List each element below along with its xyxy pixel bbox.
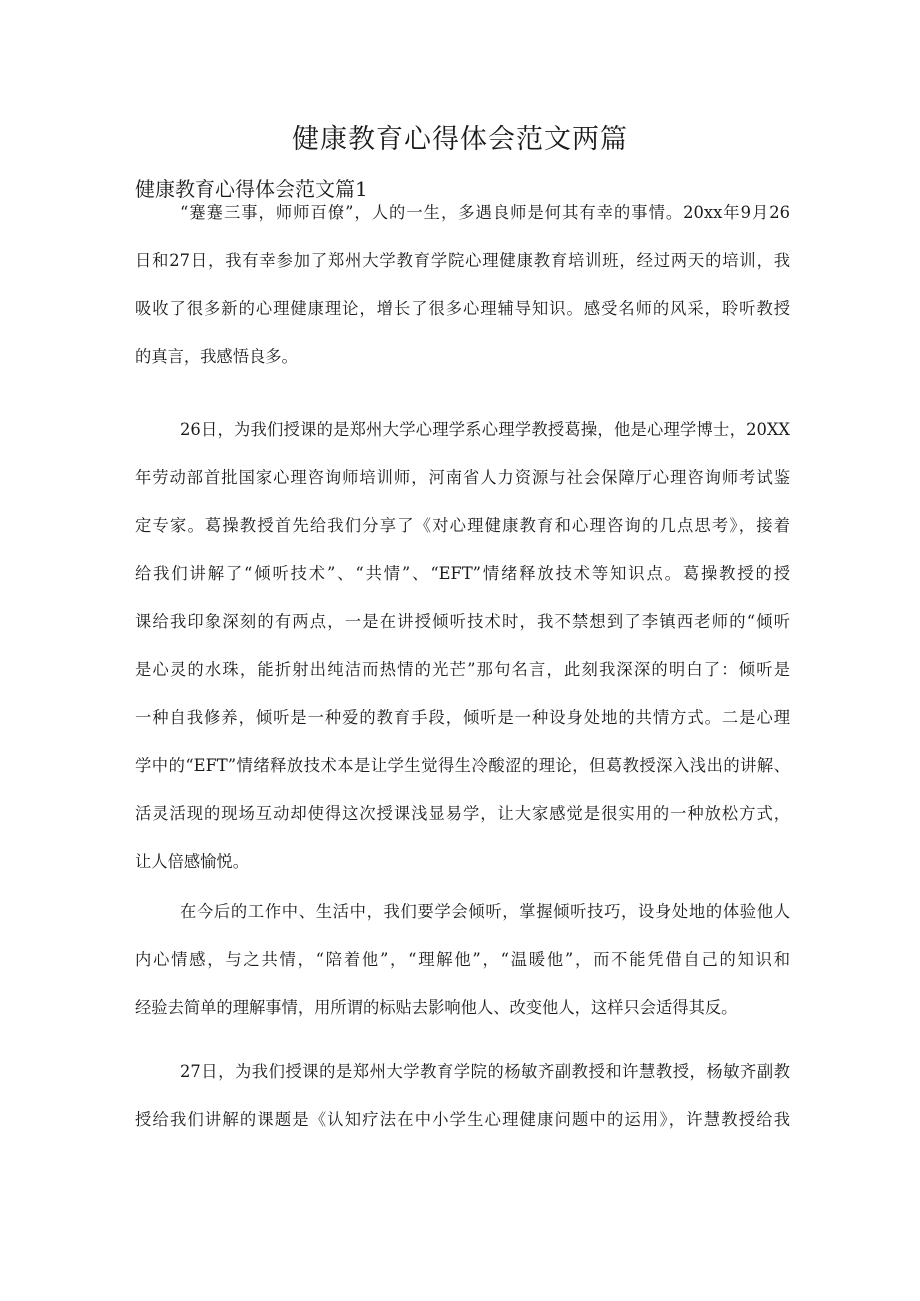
paragraph-2 <box>135 406 790 886</box>
document-title: 健康教育心得体会范文两篇 <box>292 124 628 155</box>
paragraph-3 <box>135 888 790 1032</box>
paragraph-line: 学中的“EFT”情绪释放技术本是让学生觉得生冷酸涩的理论，但葛教授深入浅出的讲解、 <box>135 756 790 775</box>
paragraph-line: 27日，为我们授课的是郑州大学教育学院的杨敏齐副教授和许慧教授，杨敏齐副教 <box>180 1062 790 1081</box>
paragraph-line: “蹇蹇三事，师师百僚”，人的一生，多遇良师是何其有幸的事情。20xx年9月26 <box>180 203 790 222</box>
section-subtitle: 健康教育心得体会范文篇1 <box>135 177 368 201</box>
paragraph-1 <box>135 189 790 381</box>
paragraph-line: 的真言，我感悟良多。 <box>135 347 298 366</box>
paragraph-line: 让人倍感愉悦。 <box>135 852 249 871</box>
paragraph-line: 日和27日，我有幸参加了郑州大学教育学院心理健康教育培训班，经过两天的培训，我 <box>135 251 790 270</box>
paragraph-line: 给我们讲解了“倾听技术”、“共情”、“EFT”情绪释放技术等知识点。葛操教授的授 <box>135 564 790 583</box>
paragraph-line: 经验去简单的理解事情，用所谓的标贴去影响他人、改变他人，这样只会适得其反。 <box>135 998 738 1017</box>
paragraph-line: 活灵活现的现场互动却使得这次授课浅显易学，让大家感觉是很实用的一种放松方式， <box>135 804 790 823</box>
paragraph-line: 26日，为我们授课的是郑州大学心理学系心理学教授葛操，他是心理学博士，20XX <box>180 420 790 439</box>
paragraph-line: 年劳动部首批国家心理咨询师培训师，河南省人力资源与社会保障厅心理咨询师考试鉴 <box>135 468 790 487</box>
paragraph-line: 课给我印象深刻的有两点，一是在讲授倾听技术时，我不禁想到了李镇西老师的“倾听 <box>135 612 790 631</box>
paragraph-line: 内心情感，与之共情，“陪着他”，“理解他”，“温暖他”，而不能凭借自己的知识和 <box>135 950 790 969</box>
paragraph-line: 吸收了很多新的心理健康理论，增长了很多心理辅导知识。感受名师的风采，聆听教授 <box>135 299 790 318</box>
paragraph-4 <box>135 1048 790 1144</box>
paragraph-line: 是心灵的水珠，能折射出纯洁而热情的光芒”那句名言，此刻我深深的明白了：倾听是 <box>135 660 790 679</box>
paragraph-line: 定专家。葛操教授首先给我们分享了《对心理健康教育和心理咨询的几点思考》，接着 <box>135 516 790 535</box>
paragraph-line: 在今后的工作中、生活中，我们要学会倾听，掌握倾听技巧，设身处地的体验他人 <box>180 902 790 921</box>
paragraph-line: 一种自我修养，倾听是一种爱的教育手段，倾听是一种设身处地的共情方式。二是心理 <box>135 708 790 727</box>
paragraph-line: 授给我们讲解的课题是《认知疗法在中小学生心理健康问题中的运用》，许慧教授给我 <box>135 1110 790 1129</box>
